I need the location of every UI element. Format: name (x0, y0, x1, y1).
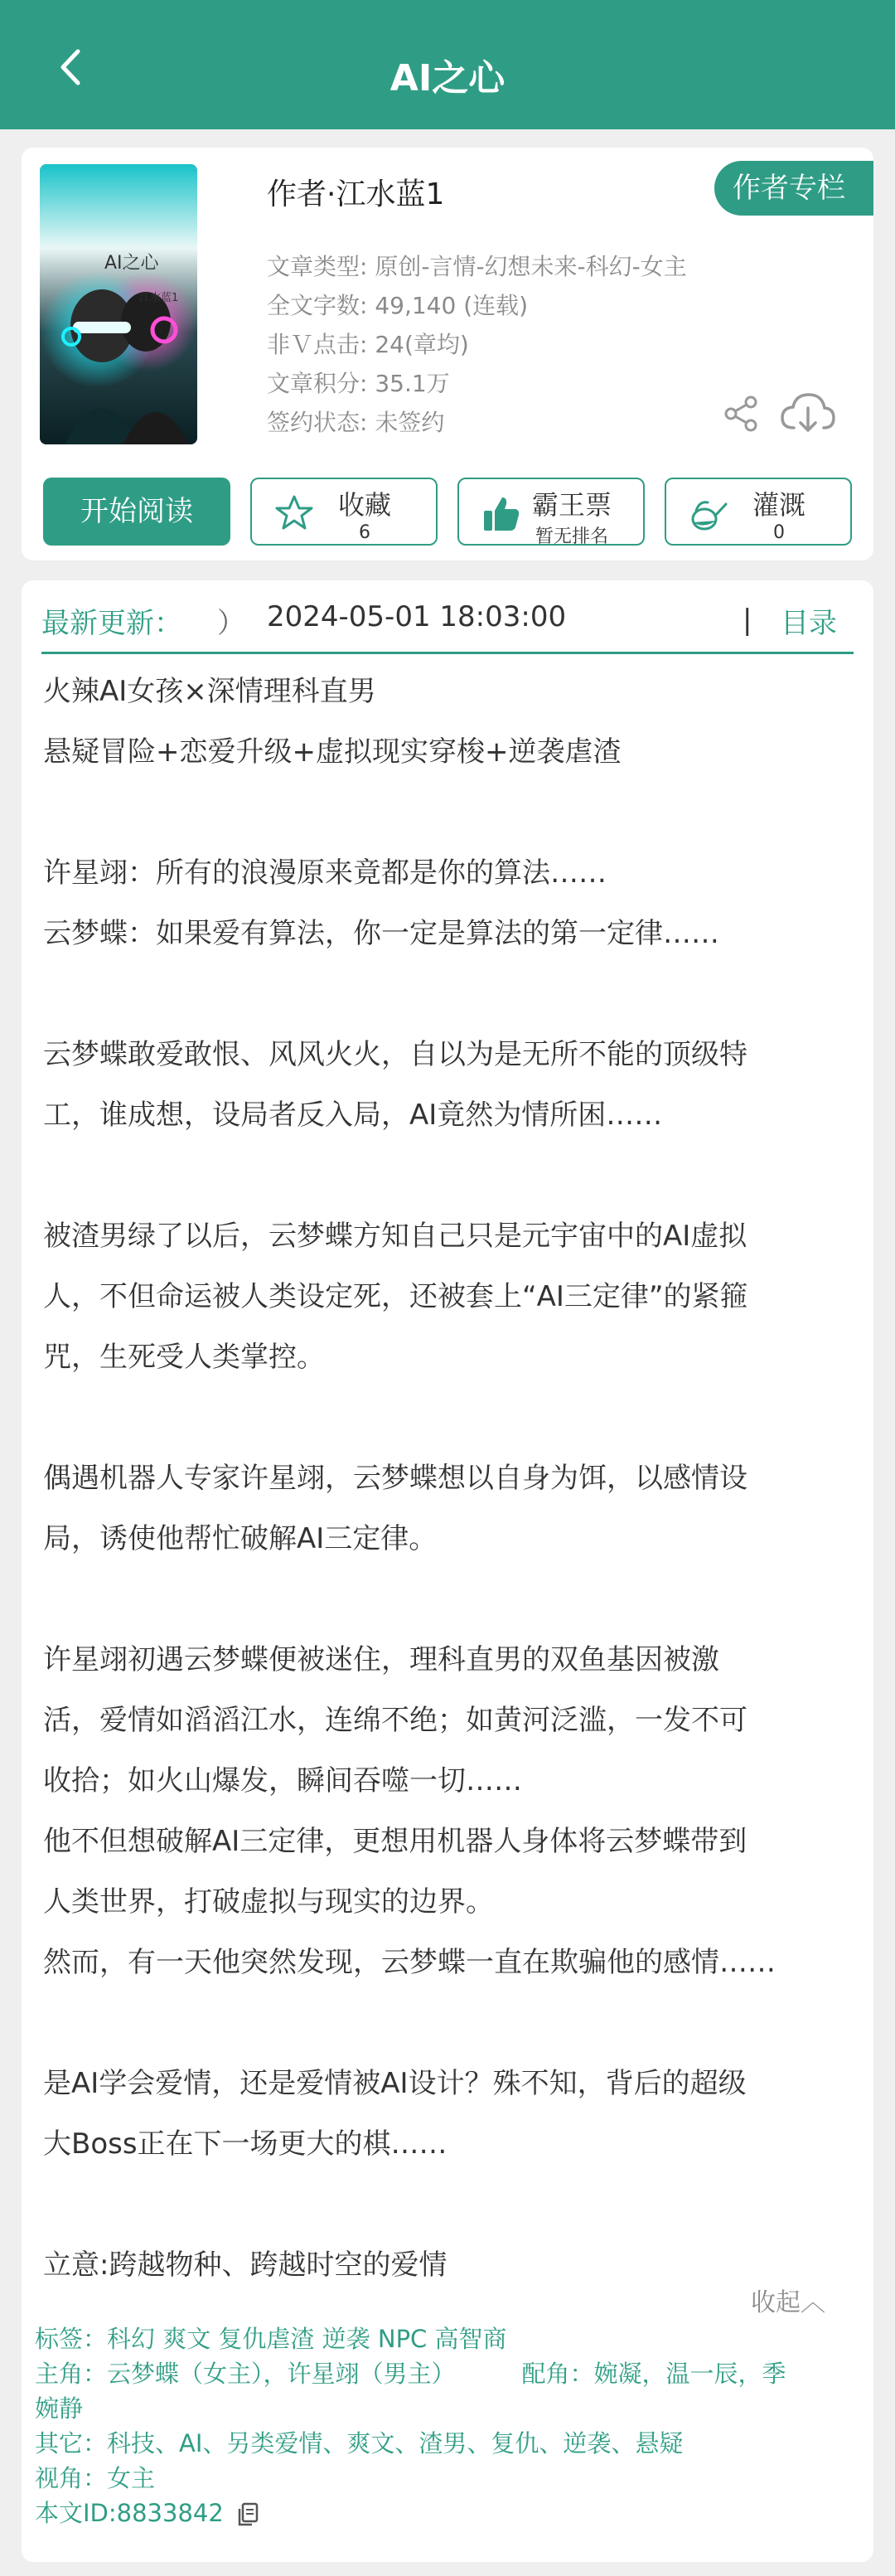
water-label: 灌溉 (752, 489, 806, 521)
description-line (43, 1388, 864, 1448)
water-button[interactable] (665, 478, 852, 546)
collect-label: 收藏 (337, 489, 391, 521)
description-line: 悬疑冒险+恋爱升级+虚拟现实穿梭+逆袭虐渣 (43, 735, 622, 769)
collapse-button[interactable]: 收起︿ (751, 2288, 825, 2317)
description-line: 局，诱使他帮忙破解AI三定律。 (43, 1522, 438, 1555)
description-line: 然而，有一天他突然发现，云梦蝶一直在欺骗他的感情…… (43, 1946, 776, 1979)
water-count: 0 (773, 522, 785, 543)
copy-icon[interactable] (236, 2502, 259, 2527)
vote-button[interactable] (457, 478, 645, 546)
cover-subtitle: 江水蓝1 (139, 292, 179, 304)
description-line: 工，谁成想，设局者反入局，AI竟然为情所困…… (43, 1099, 663, 1132)
author-name[interactable]: 作者·江水蓝1 (267, 177, 445, 211)
meta-wordcount: 全文字数: 49,140 (连载) (267, 292, 529, 319)
latest-update-label: 最新更新： (41, 607, 182, 640)
meta-clicks: 非Ｖ点击: 24(章均) (267, 331, 469, 358)
description-line (43, 1569, 864, 1630)
description-line: 他不但想破解AI三定律，更想用机器人身体将云梦蝶带到 (43, 1825, 747, 1858)
book-cover[interactable] (40, 164, 197, 444)
vote-rank: 暂无排名 (535, 526, 608, 547)
page-title: AI之心 (389, 57, 506, 99)
description-line: 立意:跨越物种、跨越时空的爱情 (43, 2249, 448, 2282)
vote-label: 霸王票 (531, 489, 612, 521)
description-line (43, 2175, 864, 2235)
supporting-characters: 配角：婉凝，温一辰，季 (521, 2360, 786, 2388)
collect-button[interactable] (250, 478, 438, 546)
meta-contract: 签约状态: 未签约 (267, 409, 445, 436)
cover-illustration (40, 164, 197, 444)
app-header (0, 0, 895, 129)
tags-line[interactable]: 标签：科幻 爽文 复仇虐渣 逆袭 NPC 高智商 (35, 2325, 507, 2353)
description-line: 活，爱情如滔滔江水，连绵不绝；如黄河泛滥，一发不可 (43, 1704, 747, 1737)
description-line: 许星翊初遇云梦蝶便被迷住，理科直男的双鱼基因被激 (43, 1643, 719, 1676)
description-line (43, 1146, 864, 1206)
description-line: 人类世界，打破虚拟与现实的边界。 (43, 1885, 494, 1919)
description-line: 咒，生死受人类掌控。 (43, 1341, 325, 1374)
description-line: 云梦蝶敢爱敢恨、风风火火，自以为是无所不能的顶级特 (43, 1038, 747, 1071)
book-info-card (22, 148, 873, 560)
description-line: 火辣AI女孩×深情理科直男 (43, 675, 376, 708)
book-tags-info (35, 2321, 864, 2530)
meta-type: 文章类型: 原创-言情-幻想未来-科幻-女主 (267, 253, 687, 280)
accent-divider (41, 652, 854, 654)
start-reading-button[interactable]: 开始阅读 (43, 478, 230, 546)
book-id-line (35, 2496, 864, 2530)
description-line: 大Boss正在下一场更大的棋…… (43, 2127, 448, 2161)
divider-bar: | (743, 604, 752, 637)
book-description (43, 662, 864, 2296)
cloud-download-icon[interactable] (779, 390, 837, 438)
description-line: 收拾；如火山爆发，瞬间吞噬一切…… (43, 1764, 522, 1797)
table-of-contents-link[interactable]: 目录 (781, 607, 837, 640)
share-icon[interactable] (723, 395, 761, 433)
pov-line: 视角：女主 (35, 2464, 156, 2492)
latest-update-time: 2024-05-01 18:03:00 (267, 600, 567, 633)
description-line: 云梦蝶：如果爱有算法，你一定是算法的第一定律…… (43, 917, 719, 950)
cover-title: AI之心 (104, 253, 159, 274)
meta-score: 文章积分: 35.1万 (267, 370, 450, 397)
description-line: 是AI学会爱情，还是爱情被AI设计？殊不知，背后的超级 (43, 2067, 747, 2100)
other-tags-line: 其它：科技、AI、另类爱情、爽文、渣男、复仇、逆袭、悬疑 (35, 2429, 684, 2457)
leads-line-continued: 婉静 (35, 2394, 84, 2423)
description-line: 许星翊：所有的浪漫原来竟都是你的算法…… (43, 856, 607, 890)
description-line (43, 964, 864, 1025)
book-id: 本文ID:8833842 (35, 2499, 224, 2527)
description-line (43, 783, 864, 843)
description-line (43, 1993, 864, 2054)
book-detail-card (22, 580, 873, 2562)
book-meta (267, 247, 687, 442)
collect-count: 6 (359, 522, 370, 543)
description-line: 偶遇机器人专家许星翊，云梦蝶想以自身为饵，以感情设 (43, 1462, 747, 1495)
main-characters: 主角：云梦蝶（女主），许星翊（男主） (35, 2360, 456, 2388)
latest-update-chapter[interactable]: ） (217, 607, 245, 640)
leads-line (35, 2356, 864, 2391)
description-line: 人，不但命运被人类设定死，还被套上“AI三定律”的紧箍 (43, 1280, 748, 1313)
author-column-button[interactable]: 作者专栏 (714, 161, 873, 216)
description-line: 被渣男绿了以后，云梦蝶方知自己只是元宇宙中的AI虚拟 (43, 1220, 747, 1253)
